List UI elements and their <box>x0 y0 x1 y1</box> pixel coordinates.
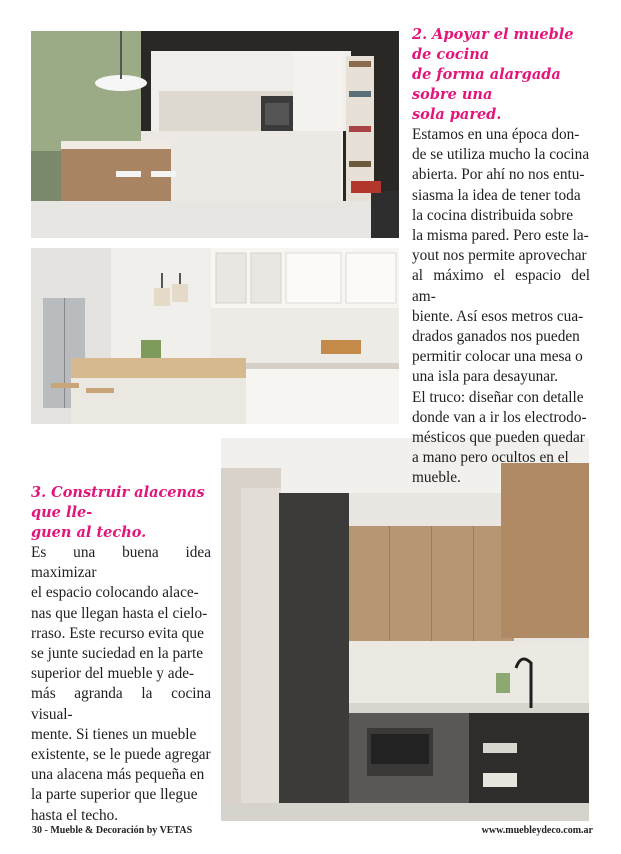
body-line: nas que llegan hasta el cielo- <box>31 604 208 622</box>
heading-line: sola pared. <box>412 106 502 123</box>
body-line: el espacio colocando alace- <box>31 584 199 602</box>
heading-line: 3. Construir alacenas que lle- <box>31 484 205 521</box>
section-3-heading <box>31 483 211 543</box>
kitchen-photo-white-island <box>31 248 399 424</box>
section-2-body <box>412 125 590 489</box>
section-3-body <box>31 543 211 826</box>
body-line: hasta el techo. <box>31 806 119 824</box>
body-line: más agranda la cocina visual- <box>31 685 211 723</box>
section-3-column <box>31 483 211 826</box>
body-line: una isla para desayunar. <box>412 368 559 386</box>
body-line: rraso. Este recurso evita que <box>31 624 204 642</box>
footer-website-link[interactable]: www.muebleydeco.com.ar <box>481 825 593 836</box>
body-line: Es una buena idea maximizar <box>31 544 211 582</box>
section-2-column <box>412 25 590 489</box>
section-2-heading <box>412 25 590 125</box>
body-line: la parte superior que llegue <box>31 786 198 804</box>
body-line: superior del mueble y ade- <box>31 665 195 683</box>
body-line: la misma pared. Pero este la- <box>412 227 589 245</box>
body-line: biente. Así esos metros cua- <box>412 307 584 325</box>
body-line: una alacena más pequeña en <box>31 766 205 784</box>
body-line: mueble. <box>412 469 461 487</box>
body-line: mente. Si tienes un mueble <box>31 725 197 743</box>
body-line: permitir colocar una mesa o <box>412 348 583 366</box>
kitchen-photo-wood-dark <box>221 438 589 821</box>
body-line: abierta. Por ahí no nos entu- <box>412 166 585 184</box>
kitchen-photo-white-linear <box>31 31 399 238</box>
body-line: existente, se le puede agregar <box>31 746 211 764</box>
body-line: Estamos en una época don- <box>412 126 580 143</box>
body-line: a mano pero ocultos en el <box>412 449 569 467</box>
body-line: la cocina distribuida sobre <box>412 206 573 224</box>
body-line: se junte suciedad en la parte <box>31 645 204 663</box>
body-line: drados ganados nos pueden <box>412 328 580 346</box>
heading-line: 2. Apoyar el mueble de cocina <box>412 26 574 63</box>
body-line: de se utiliza mucho la cocina <box>412 146 590 164</box>
footer-page-credit: 30 - Mueble & Decoración by VETAS <box>32 825 193 836</box>
body-line: siasma la idea de tener toda <box>412 186 581 204</box>
body-line: yout nos permite aprovechar <box>412 247 587 265</box>
body-line: donde van a ir los electrodo- <box>412 408 587 426</box>
heading-line: de forma alargada sobre una <box>412 66 561 103</box>
body-line: El truco: diseñar con detalle <box>412 388 584 406</box>
heading-line: guen al techo. <box>31 524 147 541</box>
body-line: al máximo el espacio del am- <box>412 267 590 305</box>
body-line: mésticos que pueden quedar <box>412 429 585 447</box>
